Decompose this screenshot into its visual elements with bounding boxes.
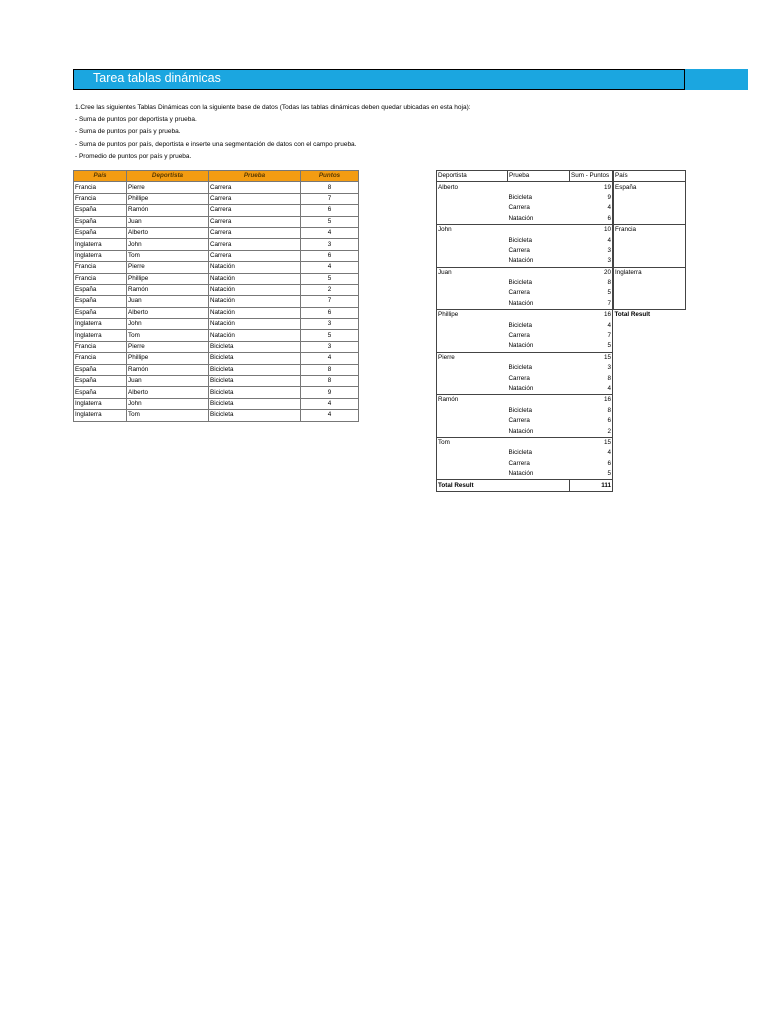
cell-deportista[interactable]: Alberto <box>127 307 209 318</box>
cell-deportista[interactable]: John <box>127 398 209 409</box>
table-row <box>74 376 359 387</box>
pivot-empty <box>437 416 508 426</box>
cell-prueba[interactable]: Natación <box>209 307 301 318</box>
pivot-prueba[interactable]: Carrera <box>508 332 530 340</box>
pivot-subtotal[interactable]: 19 <box>570 182 613 193</box>
instruction-line: - Suma de puntos por deportista y prueba. <box>75 116 197 124</box>
pivot-value[interactable]: 2 <box>570 426 613 437</box>
pivot-group-row <box>437 310 613 321</box>
pivot2-spacer-row <box>614 235 686 245</box>
pivot-value[interactable]: 6 <box>570 459 613 469</box>
cell-pais[interactable]: Inglaterra <box>74 330 127 341</box>
pivot-prueba[interactable]: Carrera <box>508 417 530 425</box>
cell-pais[interactable]: España <box>74 216 127 227</box>
pivot2-empty <box>614 203 686 213</box>
pivot2-pais[interactable]: España <box>614 182 686 193</box>
pivot-prueba[interactable]: Natación <box>508 214 534 222</box>
pivot-group-row <box>437 267 613 278</box>
table-row <box>74 216 359 227</box>
pivot-item-row <box>437 256 613 267</box>
cell-deportista[interactable]: Tom <box>127 410 209 421</box>
cell-puntos[interactable]: 4 <box>301 262 359 273</box>
pivot-value[interactable]: 4 <box>570 320 613 330</box>
header-pais[interactable]: País <box>74 171 127 182</box>
cell-prueba[interactable]: Carrera <box>209 182 301 193</box>
pivot-subtotal[interactable]: 16 <box>570 310 613 321</box>
pivot-item-row <box>437 331 613 341</box>
source-data-table <box>73 170 359 422</box>
pivot-value[interactable]: 6 <box>570 214 613 225</box>
cell-prueba[interactable]: Natación <box>209 262 301 273</box>
pivot-empty <box>437 448 508 458</box>
cell-deportista[interactable]: Alberto <box>127 387 209 398</box>
cell-prueba[interactable]: Bicicleta <box>209 398 301 409</box>
pivot-prueba[interactable]: Carrera <box>508 374 530 382</box>
cell-prueba[interactable]: Bicicleta <box>209 341 301 352</box>
pivot-deportista[interactable]: Juan <box>437 267 508 278</box>
cell-puntos[interactable]: 3 <box>301 341 359 352</box>
pivot-empty <box>508 267 570 278</box>
table-row <box>74 410 359 421</box>
cell-puntos[interactable]: 7 <box>301 193 359 204</box>
pivot-deportista[interactable]: Tom <box>437 437 508 448</box>
pivot-group-row <box>437 352 613 363</box>
table-row <box>74 364 359 375</box>
title-banner <box>73 69 685 90</box>
pivot-empty <box>508 437 570 448</box>
pivot-item-row <box>437 193 613 203</box>
pivot-item-row <box>437 320 613 330</box>
cell-prueba[interactable]: Natación <box>209 284 301 295</box>
pivot-total-label[interactable]: Total Result <box>437 480 570 491</box>
cell-pais[interactable]: Inglaterra <box>74 239 127 250</box>
pivot-empty <box>508 352 570 363</box>
pivot2-spacer-row <box>614 203 686 213</box>
pivot2-total-label[interactable]: Total Result <box>614 310 686 321</box>
pivot-value[interactable]: 5 <box>570 469 613 480</box>
cell-puntos[interactable]: 3 <box>301 319 359 330</box>
cell-pais[interactable]: Francia <box>74 262 127 273</box>
pivot2-spacer-row <box>614 193 686 203</box>
pivot2-spacer-row <box>614 299 686 310</box>
cell-pais[interactable]: Francia <box>74 353 127 364</box>
cell-deportista[interactable]: Pierre <box>127 262 209 273</box>
table-row <box>74 330 359 341</box>
pivot-item-row <box>437 214 613 225</box>
pivot-empty <box>437 203 508 213</box>
pivot-empty <box>437 278 508 288</box>
pivot-empty <box>437 331 508 341</box>
cell-deportista[interactable]: Juan <box>127 296 209 307</box>
pivot2-empty <box>614 278 686 288</box>
pivot-prueba[interactable]: Natación <box>508 427 534 435</box>
pivot-empty <box>437 235 508 245</box>
pivot2-total-row <box>614 310 686 321</box>
cell-deportista[interactable]: Juan <box>127 216 209 227</box>
pivot-value[interactable]: 5 <box>570 341 613 352</box>
pivot-prueba[interactable]: Bicicleta <box>508 406 532 414</box>
pivot-item-row <box>437 373 613 383</box>
pivot-value[interactable]: 4 <box>570 203 613 213</box>
pivot-value[interactable]: 4 <box>570 384 613 395</box>
cell-puntos[interactable]: 4 <box>301 410 359 421</box>
cell-prueba[interactable]: Carrera <box>209 227 301 238</box>
table-row <box>74 398 359 409</box>
pivot-group-row <box>437 395 613 406</box>
pivot-empty <box>437 256 508 267</box>
cell-puntos[interactable]: 6 <box>301 250 359 261</box>
pivot-prueba[interactable]: Natación <box>508 257 534 265</box>
pivot-item-row <box>437 406 613 416</box>
pivot-value[interactable]: 6 <box>570 416 613 426</box>
pivot-header-row <box>437 171 613 182</box>
cell-pais[interactable]: España <box>74 205 127 216</box>
pivot-table-deportista-prueba <box>436 170 613 492</box>
pivot-value[interactable]: 8 <box>570 406 613 416</box>
pivot-item-row <box>437 299 613 310</box>
cell-prueba[interactable]: Carrera <box>209 250 301 261</box>
table-row <box>74 182 359 193</box>
pivot-prueba[interactable]: Bicicleta <box>508 449 532 457</box>
pivot2-empty <box>614 235 686 245</box>
cell-prueba[interactable]: Bicicleta <box>209 364 301 375</box>
pivot-empty <box>437 363 508 373</box>
pivot-item-row <box>437 235 613 245</box>
cell-pais[interactable]: España <box>74 387 127 398</box>
pivot-deportista[interactable]: Phillipe <box>437 310 508 321</box>
cell-puntos[interactable]: 6 <box>301 205 359 216</box>
cell-deportista[interactable]: Juan <box>127 376 209 387</box>
pivot-subtotal[interactable]: 16 <box>570 395 613 406</box>
pivot-empty <box>437 320 508 330</box>
pivot-subtotal[interactable]: 15 <box>570 437 613 448</box>
table-row <box>74 239 359 250</box>
pivot-prueba[interactable]: Carrera <box>508 246 530 254</box>
pivot-prueba[interactable]: Natación <box>508 299 534 307</box>
cell-deportista[interactable]: Phillipe <box>127 353 209 364</box>
cell-pais[interactable]: España <box>74 364 127 375</box>
pivot2-group-row <box>614 267 686 278</box>
pivot-empty <box>437 246 508 256</box>
cell-pais[interactable]: Francia <box>74 273 127 284</box>
pivot-value[interactable]: 8 <box>570 278 613 288</box>
instruction-line: - Suma de puntos por país, deportista e inserte una segmentación de datos con el campo prueba. <box>75 140 357 148</box>
pivot-item-row <box>437 363 613 373</box>
cell-deportista[interactable]: John <box>127 239 209 250</box>
sheet-title: Tarea tablas dinámicas <box>93 71 221 85</box>
pivot-header-deportista[interactable]: Deportista <box>437 171 508 182</box>
cell-puntos[interactable]: 8 <box>301 364 359 375</box>
pivot-prueba[interactable]: Natación <box>508 470 534 478</box>
pivot-empty <box>508 310 570 321</box>
cell-puntos[interactable]: 9 <box>301 387 359 398</box>
pivot2-header-row <box>614 171 686 182</box>
pivot-prueba[interactable]: Bicicleta <box>508 321 532 329</box>
table-row <box>74 205 359 216</box>
instruction-line: - Suma de puntos por país y prueba. <box>75 128 181 136</box>
pivot-empty <box>437 469 508 480</box>
pivot-deportista[interactable]: John <box>437 224 508 235</box>
pivot-table-pais <box>613 170 686 320</box>
pivot-value[interactable]: 3 <box>570 256 613 267</box>
table-row <box>74 227 359 238</box>
cell-prueba[interactable]: Carrera <box>209 193 301 204</box>
title-banner-extension <box>685 69 748 90</box>
pivot-value[interactable]: 9 <box>570 193 613 203</box>
pivot-total-value[interactable]: 111 <box>570 480 613 491</box>
instruction-line: - Promedio de puntos por país y prueba. <box>75 152 192 160</box>
pivot-empty <box>437 406 508 416</box>
pivot2-empty <box>614 193 686 203</box>
pivot-empty <box>508 224 570 235</box>
pivot2-empty <box>614 288 686 298</box>
pivot-deportista[interactable]: Pierre <box>437 352 508 363</box>
pivot-item-row <box>437 384 613 395</box>
pivot-item-row <box>437 246 613 256</box>
table-row <box>74 353 359 364</box>
cell-deportista[interactable]: Pierre <box>127 182 209 193</box>
cell-deportista[interactable]: Tom <box>127 330 209 341</box>
pivot-item-row <box>437 416 613 426</box>
cell-puntos[interactable]: 5 <box>301 273 359 284</box>
cell-pais[interactable]: España <box>74 284 127 295</box>
instructions <box>75 102 471 163</box>
table-row <box>74 193 359 204</box>
pivot2-header-pais[interactable]: País <box>614 171 686 182</box>
cell-pais[interactable]: Francia <box>74 182 127 193</box>
cell-puntos[interactable]: 6 <box>301 307 359 318</box>
cell-puntos[interactable]: 5 <box>301 216 359 227</box>
pivot-empty <box>437 288 508 298</box>
pivot-empty <box>508 182 570 193</box>
pivot-empty <box>437 426 508 437</box>
cell-prueba[interactable]: Bicicleta <box>209 387 301 398</box>
cell-prueba[interactable]: Carrera <box>209 239 301 250</box>
cell-prueba[interactable]: Natación <box>209 296 301 307</box>
pivot-prueba[interactable]: Bicicleta <box>508 364 532 372</box>
pivot-prueba[interactable]: Carrera <box>508 459 530 467</box>
pivot-empty <box>437 214 508 225</box>
cell-puntos[interactable]: 4 <box>301 353 359 364</box>
cell-puntos[interactable]: 4 <box>301 398 359 409</box>
pivot-item-row <box>437 459 613 469</box>
pivot2-spacer-row <box>614 246 686 256</box>
pivot-item-row <box>437 469 613 480</box>
pivot-value[interactable]: 4 <box>570 448 613 458</box>
cell-prueba[interactable]: Natación <box>209 330 301 341</box>
table-row <box>74 262 359 273</box>
pivot-prueba[interactable]: Carrera <box>508 204 530 212</box>
pivot2-group-row <box>614 224 686 235</box>
cell-puntos[interactable]: 2 <box>301 284 359 295</box>
header-deportista[interactable]: Deportista <box>127 171 209 182</box>
pivot-total-row <box>437 480 613 491</box>
cell-pais[interactable]: Inglaterra <box>74 250 127 261</box>
cell-pais[interactable]: España <box>74 296 127 307</box>
pivot-item-row <box>437 288 613 298</box>
pivot-empty <box>437 459 508 469</box>
pivot2-pais[interactable]: Francia <box>614 224 686 235</box>
table-row <box>74 319 359 330</box>
pivot-value[interactable]: 7 <box>570 299 613 310</box>
pivot-value[interactable]: 8 <box>570 373 613 383</box>
pivot-prueba[interactable]: Natación <box>508 385 534 392</box>
cell-prueba[interactable]: Carrera <box>209 216 301 227</box>
cell-pais[interactable]: Inglaterra <box>74 319 127 330</box>
cell-pais[interactable]: España <box>74 376 127 387</box>
pivot-subtotal[interactable]: 20 <box>570 267 613 278</box>
cell-deportista[interactable]: Ramón <box>127 205 209 216</box>
pivot-empty <box>437 384 508 395</box>
cell-prueba[interactable]: Bicicleta <box>209 353 301 364</box>
pivot-subtotal[interactable]: 15 <box>570 352 613 363</box>
source-header-row <box>74 171 359 182</box>
table-row <box>74 307 359 318</box>
pivot-value[interactable]: 4 <box>570 235 613 245</box>
cell-deportista[interactable]: Pierre <box>127 341 209 352</box>
pivot-item-row <box>437 448 613 458</box>
table-row <box>74 387 359 398</box>
table-row <box>74 284 359 295</box>
table-row <box>74 273 359 284</box>
pivot-header-sum[interactable]: Sum - Puntos <box>570 171 613 182</box>
pivot-header-prueba[interactable]: Prueba <box>508 171 570 182</box>
pivot-item-row <box>437 203 613 213</box>
pivot2-empty <box>614 246 686 256</box>
cell-puntos[interactable]: 5 <box>301 330 359 341</box>
pivot2-group-row <box>614 182 686 193</box>
cell-puntos[interactable]: 7 <box>301 296 359 307</box>
cell-puntos[interactable]: 3 <box>301 239 359 250</box>
pivot-group-row <box>437 182 613 193</box>
cell-pais[interactable]: España <box>74 227 127 238</box>
pivot-item-row <box>437 426 613 437</box>
header-prueba[interactable]: Prueba <box>209 171 301 182</box>
pivot-prueba[interactable]: Natación <box>508 342 534 350</box>
pivot-item-row <box>437 278 613 288</box>
table-row <box>74 250 359 261</box>
pivot2-spacer-row <box>614 214 686 225</box>
pivot2-spacer-row <box>614 288 686 298</box>
cell-prueba[interactable]: Natación <box>209 319 301 330</box>
instruction-line: 1.Cree las siguientes Tablas Dinámicas con la siguiente base de datos (Todas las tablas dinámicas deben quedar ubicadas en esta hoja): <box>75 104 471 111</box>
pivot2-empty <box>614 299 686 310</box>
pivot-group-row <box>437 224 613 235</box>
pivot-prueba[interactable]: Carrera <box>508 289 530 297</box>
pivot-deportista[interactable]: Ramón <box>437 395 508 406</box>
cell-prueba[interactable]: Bicicleta <box>209 410 301 421</box>
cell-deportista[interactable]: Ramón <box>127 284 209 295</box>
pivot2-spacer-row <box>614 256 686 267</box>
pivot-item-row <box>437 341 613 352</box>
pivot-deportista[interactable]: Alberto <box>437 182 508 193</box>
pivot2-spacer-row <box>614 278 686 288</box>
cell-puntos[interactable]: 8 <box>301 376 359 387</box>
cell-puntos[interactable]: 4 <box>301 227 359 238</box>
cell-pais[interactable]: Inglaterra <box>74 410 127 421</box>
pivot-subtotal[interactable]: 10 <box>570 224 613 235</box>
table-row <box>74 296 359 307</box>
cell-deportista[interactable]: Ramón <box>127 364 209 375</box>
cell-prueba[interactable]: Natación <box>209 273 301 284</box>
pivot-value[interactable]: 3 <box>570 246 613 256</box>
cell-pais[interactable]: España <box>74 307 127 318</box>
cell-prueba[interactable]: Carrera <box>209 205 301 216</box>
header-puntos[interactable]: Puntos <box>301 171 359 182</box>
cell-pais[interactable]: Francia <box>74 193 127 204</box>
pivot-value[interactable]: 3 <box>570 363 613 373</box>
cell-deportista[interactable]: Tom <box>127 250 209 261</box>
pivot2-empty <box>614 256 686 267</box>
pivot2-pais[interactable]: Inglaterra <box>614 267 686 278</box>
cell-pais[interactable]: Francia <box>74 341 127 352</box>
cell-deportista[interactable]: Phillipe <box>127 193 209 204</box>
pivot-empty <box>437 341 508 352</box>
pivot-empty <box>508 395 570 406</box>
pivot-prueba[interactable]: Bicicleta <box>508 236 532 244</box>
cell-puntos[interactable]: 8 <box>301 182 359 193</box>
pivot-empty <box>437 299 508 310</box>
pivot-prueba[interactable]: Bicicleta <box>508 279 532 287</box>
cell-deportista[interactable]: Alberto <box>127 227 209 238</box>
pivot-empty <box>437 373 508 383</box>
pivot-value[interactable]: 7 <box>570 331 613 341</box>
cell-deportista[interactable]: Phillipe <box>127 273 209 284</box>
pivot-value[interactable]: 5 <box>570 288 613 298</box>
pivot-empty <box>437 193 508 203</box>
cell-deportista[interactable]: John <box>127 319 209 330</box>
table-row <box>74 341 359 352</box>
pivot-prueba[interactable]: Bicicleta <box>508 193 532 201</box>
cell-prueba[interactable]: Bicicleta <box>209 376 301 387</box>
cell-pais[interactable]: Inglaterra <box>74 398 127 409</box>
pivot-group-row <box>437 437 613 448</box>
pivot2-empty <box>614 214 686 225</box>
